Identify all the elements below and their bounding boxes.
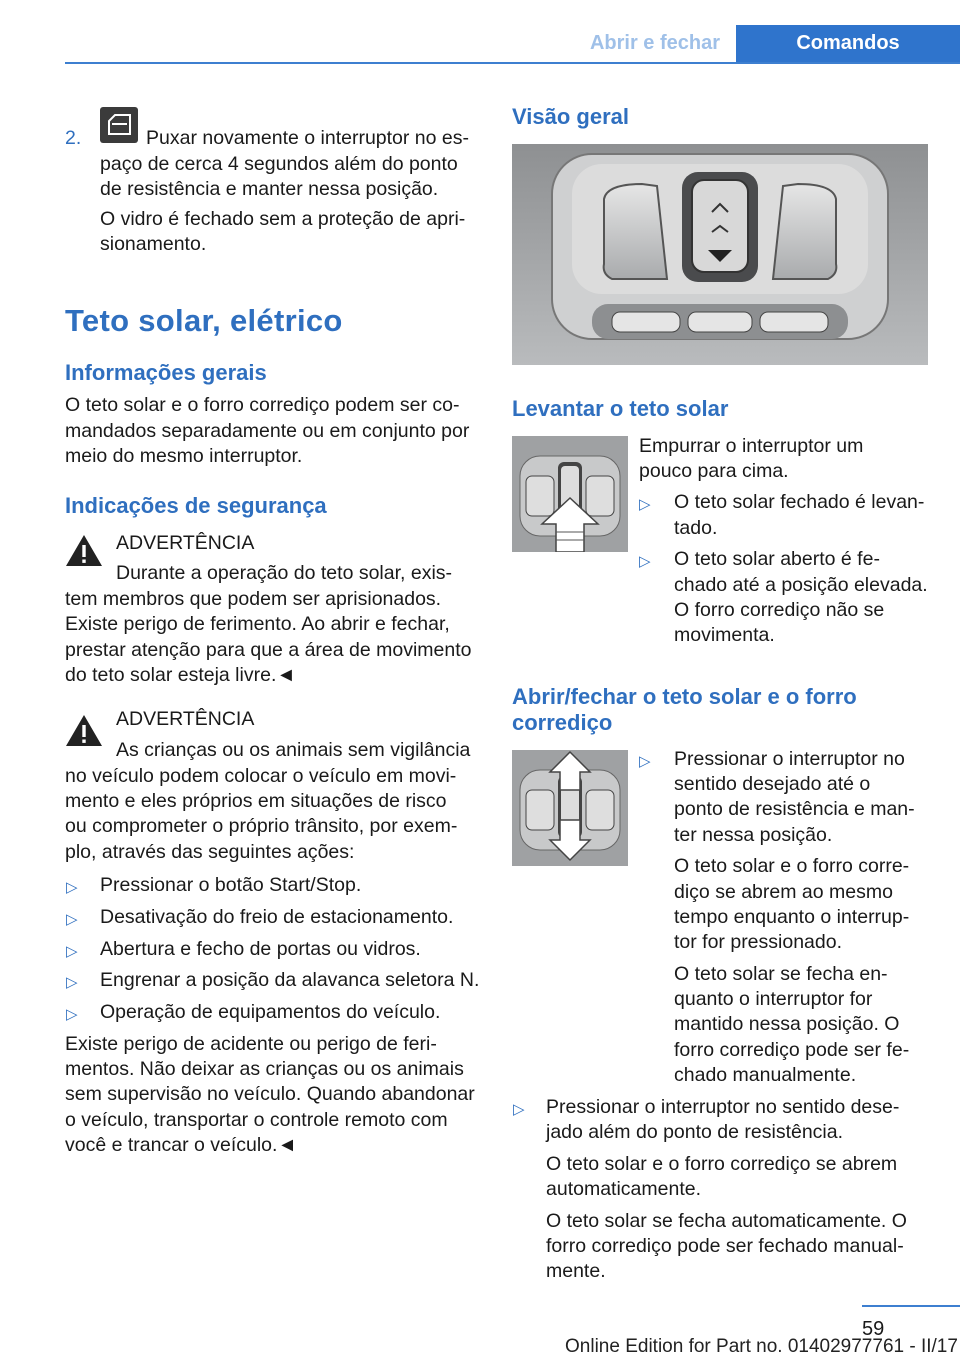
step2-result-line2: sionamento. — [100, 233, 207, 255]
heading-general-info: Informações gerais — [65, 360, 267, 385]
closing-line2: mentos. Não deixar as crianças ou os animais — [65, 1058, 464, 1080]
closing-line3: sem supervisão no veículo. Quando abandonar — [65, 1083, 475, 1105]
raise-bullet2-line1: O teto solar aberto é fe‐ — [674, 548, 880, 570]
raise-bullet2-line3: O forro corrediço não se — [674, 599, 885, 621]
bullet-item: Pressionar o botão Start/Stop. — [100, 874, 362, 896]
warning1-line5: do teto solar esteja livre.◄ — [65, 664, 296, 686]
bullet-marker: ▷ — [66, 1006, 78, 1023]
heading-open-close-line1: Abrir/fechar o teto solar e o forro — [512, 684, 857, 709]
step2-line2: paço de cerca 4 segundos além do ponto — [100, 153, 458, 175]
raise-bullet1-line1: O teto solar fechado é levan‐ — [674, 491, 925, 513]
edition-note: Online Edition for Part no. 01402977761 - II/17 — [565, 1336, 958, 1357]
footer-rule — [862, 1305, 960, 1307]
warning2-line2: no veículo podem colocar o veículo em movi‐ — [65, 765, 457, 787]
open-bullet1-para2-line3: mantido nessa posição. O — [674, 1013, 900, 1035]
open-bullet1-para2-line4: forro corrediço pode ser fe‐ — [674, 1039, 910, 1061]
raise-bullet2-line2: chado até a posição elevada. — [674, 574, 928, 596]
step2-line1: Puxar novamente o interruptor no es‐ — [146, 127, 470, 149]
warning-icon — [65, 533, 103, 567]
raise-bullet1-line2: tado. — [674, 517, 718, 539]
raise-bullet2-line4: movimenta. — [674, 624, 775, 646]
warning2-line5: plo, através das seguintes ações: — [65, 841, 355, 863]
bullet-marker: ▷ — [66, 974, 78, 991]
raise-switch-photo — [512, 436, 628, 552]
page-number: 59 — [862, 1318, 885, 1340]
warning2-line1: As crianças ou os animais sem vigilância — [116, 739, 471, 761]
open-bullet1-para1-line2: diço se abrem ao mesmo — [674, 881, 893, 903]
warning1-line2: tem membros que podem ser aprisionados. — [65, 588, 442, 610]
info-line1: O teto solar e o forro corrediço podem ser co‐ — [65, 394, 460, 416]
step2-result-line1: O vidro é fechado sem a proteção de apri‐ — [100, 208, 466, 230]
header-tab-comandos[interactable]: Comandos — [736, 25, 960, 62]
warning1-title: ADVERTÊNCIA — [116, 532, 255, 554]
open-bullet1-para2-line2: quanto o interruptor for — [674, 988, 873, 1010]
warning1-line3: Existe perigo de ferimento. Ao abrir e fechar, — [65, 613, 450, 635]
header-section-label[interactable]: Abrir e fechar — [589, 32, 721, 54]
heading-raise: Levantar o teto solar — [512, 396, 729, 421]
bullet-marker: ▷ — [513, 1101, 525, 1118]
window-switch-icon — [100, 107, 138, 143]
section-title: Teto solar, elétrico — [65, 303, 343, 338]
warning2-line3: mento e eles próprios em situações de risco — [65, 790, 447, 812]
open-bullet1-line2: sentido desejado até o — [674, 773, 871, 795]
warning1-line1: Durante a operação do teto solar, exis‐ — [116, 562, 453, 584]
warning1-line4: prestar atenção para que a área de movimento — [65, 639, 472, 661]
info-line3: meio do mesmo interruptor. — [65, 445, 303, 467]
bullet-marker: ▷ — [66, 911, 78, 928]
open-bullet2-para2-line2: forro corrediço pode ser fechado manual‐ — [546, 1235, 904, 1257]
open-bullet1-para1-line1: O teto solar e o forro corre‐ — [674, 855, 910, 877]
bullet-marker: ▷ — [66, 943, 78, 960]
heading-overview: Visão geral — [512, 104, 629, 129]
open-bullet1-para2-line5: chado manualmente. — [674, 1064, 857, 1086]
raise-line2: pouco para cima. — [639, 460, 789, 482]
closing-line4: o veículo, transportar o controle remoto com — [65, 1109, 448, 1131]
open-bullet1-para1-line3: tempo enquanto o interrup‐ — [674, 906, 910, 928]
open-bullet2-para2-line3: mente. — [546, 1260, 606, 1282]
closing-line5: você e trancar o veículo.◄ — [65, 1134, 297, 1156]
heading-open-close-line2: corrediço — [512, 710, 613, 735]
info-line2: mandados separadamente ou em conjunto por — [65, 420, 470, 442]
closing-line1: Existe perigo de acidente ou perigo de feri‐ — [65, 1033, 437, 1055]
step-number: 2. — [65, 127, 82, 149]
raise-line1: Empurrar o interruptor um — [639, 435, 864, 457]
overview-photo — [512, 144, 928, 365]
bullet-item: Abertura e fecho de portas ou vidros. — [100, 938, 421, 960]
open-bullet1-line4: ter nessa posição. — [674, 824, 833, 846]
open-bullet1-line1: Pressionar o interruptor no — [674, 748, 905, 770]
step2-line3: de resistência e manter nessa posição. — [100, 178, 439, 200]
open-bullet2-para2-line1: O teto solar se fecha automaticamente. O — [546, 1210, 907, 1232]
open-bullet2-para1-line2: automaticamente. — [546, 1178, 702, 1200]
bullet-item: Desativação do freio de estacionamento. — [100, 906, 454, 928]
bullet-marker: ▷ — [66, 879, 78, 896]
warning-icon — [65, 713, 103, 747]
open-close-switch-photo — [512, 750, 628, 866]
open-bullet2-line2: jado além do ponto de resistência. — [546, 1121, 844, 1143]
warning2-title: ADVERTÊNCIA — [116, 708, 255, 730]
bullet-item: Operação de equipamentos do veículo. — [100, 1001, 441, 1023]
bullet-item: Engrenar a posição da alavanca seletora N. — [100, 969, 480, 991]
bullet-marker: ▷ — [639, 553, 651, 570]
open-bullet1-line3: ponto de resistência e man‐ — [674, 798, 915, 820]
open-bullet2-line1: Pressionar o interruptor no sentido dese‐ — [546, 1096, 900, 1118]
bullet-marker: ▷ — [639, 753, 651, 770]
open-bullet2-para1-line1: O teto solar e o forro corrediço se abrem — [546, 1153, 898, 1175]
open-bullet1-para2-line1: O teto solar se fecha en‐ — [674, 963, 888, 985]
heading-safety: Indicações de segurança — [65, 493, 327, 518]
warning2-line4: ou comprometer o próprio trânsito, por exem‐ — [65, 815, 458, 837]
header-rule — [65, 62, 960, 64]
bullet-marker: ▷ — [639, 496, 651, 513]
open-bullet1-para1-line4: tor for pressionado. — [674, 931, 843, 953]
